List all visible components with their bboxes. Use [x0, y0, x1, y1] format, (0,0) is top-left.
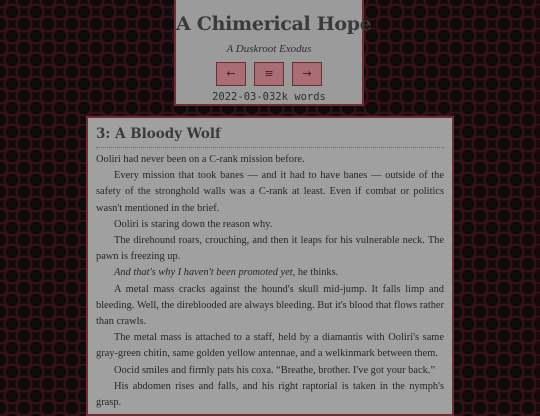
chapter-nav: [176, 62, 362, 86]
story-title: A Chimerical Hope: [176, 13, 372, 35]
chapter-text: [96, 152, 444, 411]
paragraph: [96, 265, 444, 281]
chapter-title: 3: A Bloody Wolf: [96, 125, 444, 148]
previous-chapter-button[interactable]: ←: [216, 62, 246, 86]
chapter-content: [86, 116, 454, 416]
paragraph: Ooliri is staring down the reason why.: [114, 218, 273, 230]
paragraph: A metal mass cracks against the hound's skull mid-jump. It falls limp and bleeding. Well, the direblooded are always bleeding. But it's blood that flows rather than crawls.: [96, 283, 444, 328]
story-meta: 2022-03-032k words: [212, 91, 326, 103]
italic-thought: And that's why I haven't been promoted yet: [114, 267, 293, 279]
paragraph: Every mission that took banes — and it had to have banes — outside of the safety of the stronghold walls was a C-rank at least. Even if combat or politics wasn't mentioned in the brief.: [96, 170, 444, 214]
paragraph: His abdomen rises and falls, and his right raptorial is taken in the nymph's grasp.: [96, 380, 444, 409]
paragraph: The direhound roars, crouching, and then it leaps for his vulnerable neck. The pawn is freezing up.: [96, 235, 444, 263]
paragraph: Oocid smiles and firmly pats his coxa. “Breathe, brother. I've got your back.”: [114, 364, 436, 376]
paragraph: The metal mass is attached to a staff, held by a diamantis with Ooliri's same gray-green chitin, same golden yellow antennae, and a welkinmark between them.: [96, 332, 444, 360]
paragraph: Ooliri had never been on a C-rank mission before.: [96, 154, 305, 165]
thought-suffix: , he thinks.: [292, 267, 339, 279]
next-chapter-button[interactable]: →: [292, 62, 322, 86]
story-header: [174, 0, 372, 106]
story-subtitle: A Duskroot Exodus: [226, 43, 312, 55]
chapter-index-button[interactable]: ≡: [254, 62, 284, 86]
